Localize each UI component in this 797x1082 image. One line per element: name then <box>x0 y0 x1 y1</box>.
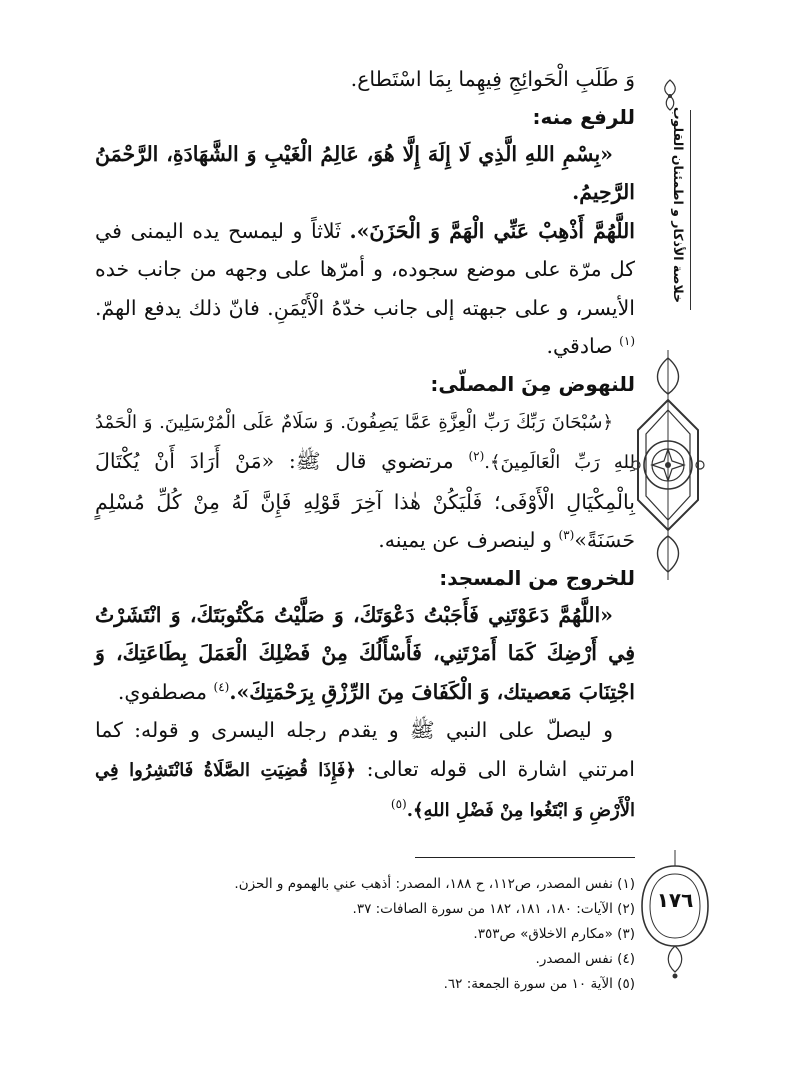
top-ornament-icon <box>655 78 685 112</box>
dua-exit: «اللَّهُمَّ دَعَوْتَنِي فَأَجَبْتُ دَعْوَتَكَ، وَ صَلَّيْتُ مَكْتُوبَتَكَ، وَ انْتَشَرْتُ فِي أَرْضِكَ كَمَا أَمَرْتَنِي، فَأَسْأَلُكَ مِنْ فَضْلِكَ الْعَمَلَ بِطَاعَتِكَ، وَ اجْتِنَابَ مَعصيتك، وَ الْكَفَافَ مِنَ الرِّزْقِ بِرَحْمَتِكَ». <box>95 602 635 704</box>
rise-end: و لينصرف عن يمينه. <box>378 528 552 552</box>
footnote-ref-2[interactable]: (٢) <box>468 449 485 464</box>
heading-raise: للرفع منه: <box>532 104 635 129</box>
exit-source: مصطفوي. <box>117 679 207 704</box>
page-number: ١٧٦ <box>656 888 694 912</box>
dua-raise-1: «بِسْمِ اللهِ الَّذِي لَا إِلَهَ إِلَّا هُوَ، عَالِمُ الْغَيْبِ وَ الشَّهَادَةِ، الرَّحْمَنُ الرَّحِيمُ. <box>95 141 635 204</box>
footnote-ref-1[interactable]: (١) <box>619 334 635 349</box>
raise-instruction: ثَلاثاً و ليمسح يده اليمنى في كل مرّة على موضع سجوده، و أمرّها على وجهه من جانب خده الأيسر، و على جبهته إلى جانب خدّهُ الْأَيْمَنِ. فانّ ذلك يدفع الهمّ. <box>95 218 635 320</box>
dua-raise-2: اللَّهُمَّ أَذْهِبْ عَنِّي الْهَمَّ وَ الْحَزَنَ». <box>349 218 635 243</box>
side-rule <box>690 110 691 310</box>
rise-text: مرتضوي قال ﷺ: «مَنْ أَرَادَ أَنْ يُكْتَالَ بِالْمِكْيَالِ الْأَوْفَى؛ فَلْيَكُنْ هٰذا آخِرَ قَوْلِهِ فَإِنَّ لَهُ مِنْ كُلِّ مُسْلِمٍ حَسَنَةً» <box>95 449 635 552</box>
footnote-ref-3[interactable]: (٣) <box>558 528 575 543</box>
rise-paragraph <box>95 402 635 560</box>
heading-exit: للخروج من المسجد: <box>439 565 635 590</box>
footnote-ref-4[interactable]: (٤) <box>213 679 230 694</box>
main-text <box>95 60 635 831</box>
footnote-5: (٥) الآية ١٠ من سورة الجمعة: ٦٢. <box>443 976 635 992</box>
raise-paragraph <box>95 212 635 366</box>
exit-text: و ليصلّ على النبي ﷺ و يقدم رجله اليسرى و قوله: كما امرتني اشارة الى قوله تعالى: <box>95 718 635 781</box>
exit-paragraph <box>95 711 635 831</box>
running-title: خلاصة الأذكار و اطمئنان القلوب <box>671 107 686 303</box>
heading-rise: للنهوض مِنَ المصلّى: <box>430 371 635 396</box>
raise-source: صادقي. <box>546 334 613 358</box>
footnotes <box>150 872 635 997</box>
footnote-1: (١) نفس المصدر، ص١١٢، ح ١٨٨، المصدر: أذهب عني بالهموم و الحزن. <box>234 876 635 892</box>
footnote-2: (٢) الآيات: ١٨٠، ١٨١، ١٨٢ من سورة الصافات: ٣٧. <box>352 901 635 917</box>
intro-line: وَ طَلَبِ الْحَوائِجِ فِيهِما بِمَا اسْتَطاع. <box>350 67 635 91</box>
footnote-3: (٣) «مكارم الاخلاق» ص٣٥٣. <box>473 926 635 942</box>
footnote-ref-5[interactable]: (٥) <box>390 797 407 812</box>
middle-ornament-icon <box>628 350 708 580</box>
exit-dua-paragraph <box>95 596 635 712</box>
exit-verse: ﴿فَإِذَا قُضِيَتِ الصَّلَاةُ فَانْتَشِرُوا فِي الْأَرْضِ وَ ابْتَغُوا مِنْ فَضْلِ اللهِ﴾. <box>95 759 635 821</box>
footnote-divider <box>415 857 635 858</box>
page-number-frame-icon <box>636 850 714 980</box>
verse-rise: ﴿سُبْحَانَ رَبِّكَ رَبِّ الْعِزَّةِ عَمَّا يَصِفُونَ. وَ سَلَامٌ عَلَى الْمُرْسَلِينَ. وَ الْحَمْدُ لِلهِ رَبِّ الْعَالَمِينَ﴾. <box>95 411 635 473</box>
footnote-4: (٤) نفس المصدر. <box>535 951 635 967</box>
